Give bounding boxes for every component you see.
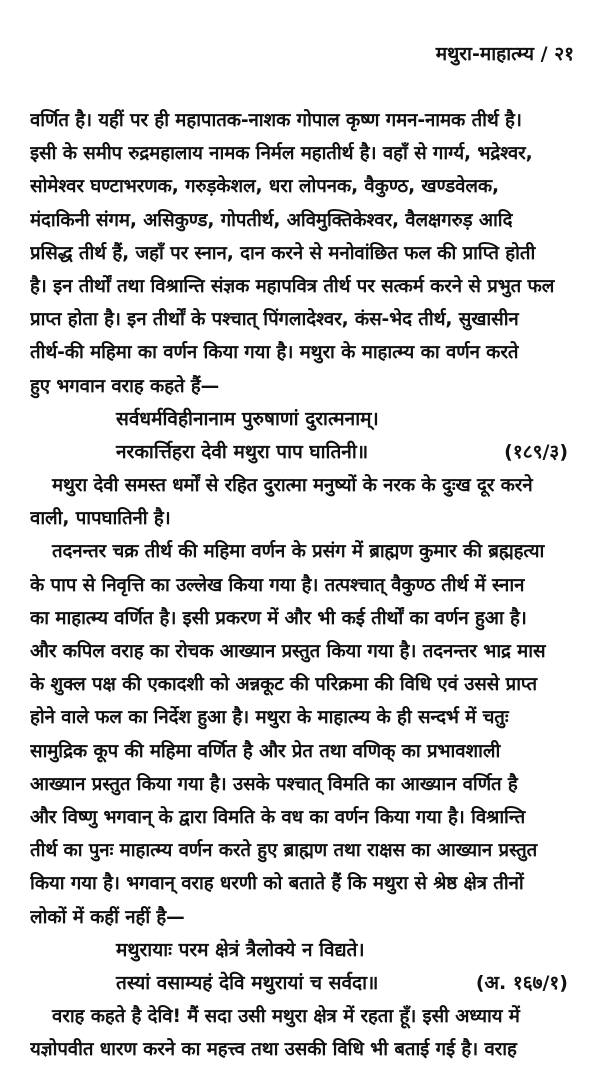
verse-text: सर्वधर्मविहीनानाम पुरुषाणां दुरात्मनाम्। [116,407,379,430]
text-line: किया गया है। भगवान् वराह धरणी को बताते हैं कि मथुरा से श्रेष्ठ क्षेत्र तीनों [30,873,524,895]
text-line: मंदाकिनी संगम, असिकुण्ड, गोपतीर्थ, अविमुक्तिकेश्वर, वैलक्षगरुड़ आदि [30,209,513,231]
text-line: वराह कहते है देवि! मैं सदा उसी मथुरा क्षेत्र में रहता हूँ। इसी अध्याय में [52,1006,520,1028]
text-line: सामुद्रिक कूप की महिमा वर्णित है और प्रेत तथा वणिक् का प्रभावशाली [30,740,501,762]
verse-text: मथुरायाः परम क्षेत्रं त्रैलोक्ये न विद्यते। [116,938,365,961]
verse-text: तस्यां वसाम्यहं देवि मथुरायां च सर्वदा॥ [116,971,379,994]
text-line: और कपिल वराह का रोचक आख्यान प्रस्तुत किया गया है। तदनन्तर भाद्र मास [30,641,546,662]
verse-line [30,934,574,967]
text-line: और विष्णु भगवान् के द्वारा विमति के वध का वर्णन किया गया है। विश्रान्ति [30,806,526,828]
verse-reference: (१८९/३) [504,440,568,463]
verse-text: नरकार्त्तिहरा देवी मथुरा पाप घातिनी॥ [116,440,369,463]
text-line: हुए भगवान वराह कहते हैं— [30,375,220,397]
text-line: वाली, पापघातिनी है। [30,508,171,530]
running-header: मथुरा-माहात्म्य / २१ [435,43,574,65]
text-line: है। इन तीर्थों तथा विश्रान्ति संज्ञक महापवित्र तीर्थ पर सत्कर्म करने से प्रभुत फल [30,275,555,297]
text-line: लोकों में कहीं नहीं है— [30,906,185,928]
text-line: के पाप से निवृत्ति का उल्लेख किया गया है। तत्पश्चात् वैकुण्ठ तीर्थ में स्नान [30,574,525,596]
text-line: का माहात्म्य वर्णित है। इसी प्रकरण में और भी कई तीर्थों का वर्णन हुआ है। [30,607,527,629]
verse-line [30,403,574,436]
text-line: मथुरा देवी समस्त धर्मों से रहित दुरात्मा मनुष्यों के नरक के दुःख दूर करने [52,475,533,497]
verse-line [30,436,574,469]
text-line: तदनन्तर चक्र तीर्थ की महिमा वर्णन के प्रसंग में ब्राह्मण कुमार की ब्रह्महत्या [52,541,545,563]
body-text [30,104,574,1066]
text-line: वर्णित है। यहीं पर ही महापातक-नाशक गोपाल कृष्ण गमन-नामक तीर्थ है। [30,110,522,131]
text-line: यज्ञोपवीत धारण करने का महत्त्व तथा उसकी विधि भी बताई गई है। वराह [30,1039,517,1061]
text-line: आख्यान प्रस्तुत किया गया है। उसके पश्चात् विमति का आख्यान वर्णित है [30,773,518,795]
text-line: होने वाले फल का निर्देश हुआ है। मथुरा के माहात्म्य के ही सन्दर्भ में चतुः [30,707,509,729]
text-line: तीर्थ-की महिमा का वर्णन किया गया है। मथुरा के माहात्म्य का वर्णन करते [30,342,519,364]
verse-reference: (अ. १६७/१) [475,971,568,994]
text-line: प्रसिद्ध तीर्थ हैं, जहाँ पर स्नान, दान करने से मनोवांछित फल की प्राप्ति होती [30,242,536,264]
text-line: इसी के समीप रुद्रमहालाय नामक निर्मल महातीर्थ है। वहाँ से गार्ग्य, भद्रेश्वर, [30,143,533,165]
verse-line [30,967,574,1000]
text-line: प्राप्त होता है। इन तीर्थों के पश्चात् पिंगलादेश्वर, कंस-भेद तीर्थ, सुखासीन [30,309,519,331]
text-line: तीर्थ का पुनः माहात्म्य वर्णन करते हुए ब्राह्मण तथा राक्षस का आख्यान प्रस्तुत [30,840,538,862]
text-line: के शुक्ल पक्ष की एकादशी को अन्नकूट की परिक्रमा की विधि एवं उससे प्राप्त [30,674,538,696]
text-line: सोमेश्वर घण्टाभरणक, गरुड़केशल, धरा लोपनक, वैकुण्ठ, खण्डवेलक, [30,176,499,198]
